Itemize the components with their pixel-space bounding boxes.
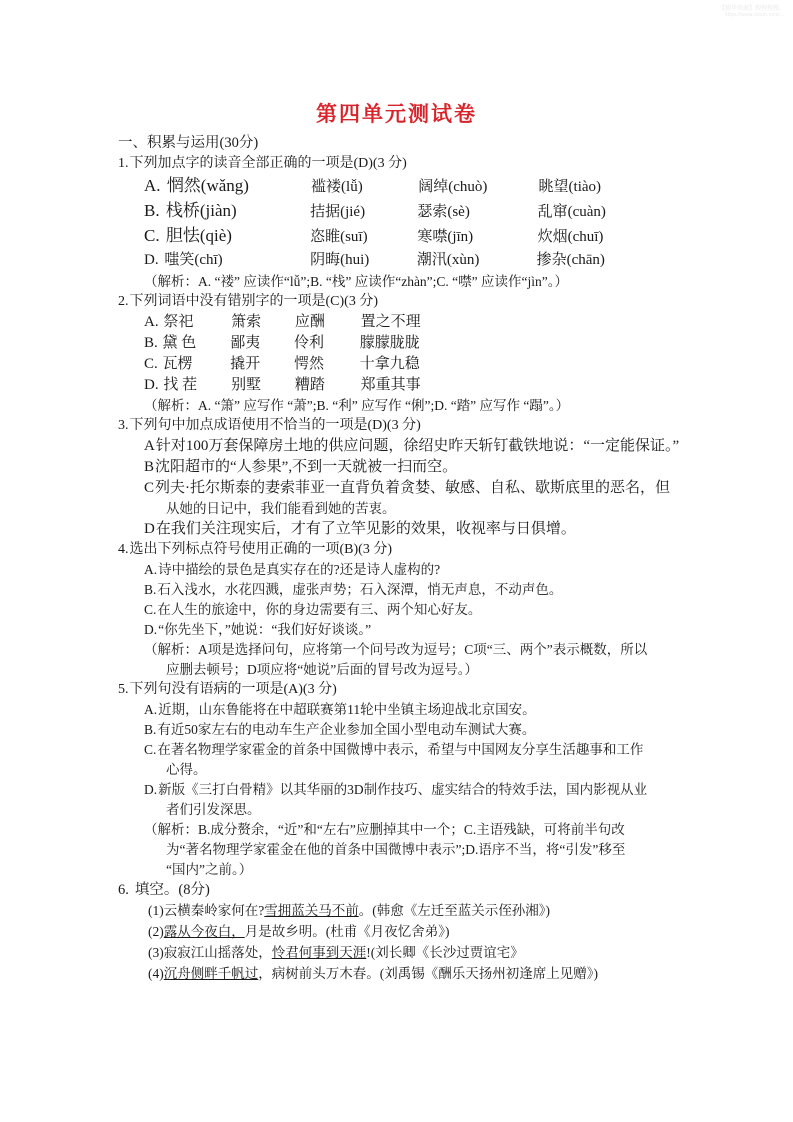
option-cell: 恣睢(suī): [310, 229, 368, 245]
question-4-number: 4.: [118, 542, 129, 557]
option-cell: 褴褛(lǚ): [311, 179, 363, 195]
option-text: 沈阳超市的“人参果”,不到一天就被一扫而空。: [155, 459, 458, 475]
option-cell: 糟踏: [294, 377, 325, 393]
page-title: 第四单元测试卷: [316, 102, 477, 126]
option-cell: 伶利: [294, 335, 325, 351]
question-2-explanation: （解析：A. “箫” 应写作 “萧”;B. “利” 应写作 “俐”;D. “踏” 应写作 “蹋”。）: [144, 398, 570, 413]
question-4-option-c[interactable]: [118, 600, 718, 620]
blank-suffix: ，病树前头万木春。(刘禹锡《酬乐天扬州初逢席上见赠》): [258, 966, 598, 981]
blank-prefix: (3)寂寂江山摇落处，: [148, 945, 272, 960]
question-1-stem: [118, 154, 718, 174]
option-label: A: [144, 438, 155, 454]
question-2-option-a[interactable]: [118, 312, 718, 333]
question-6-text: 填空。(8分): [134, 882, 210, 898]
question-4-explanation: （解析：A项是选择问句，应将第一个问号改为逗号；C项“三、两个”表示概数，所以: [144, 642, 648, 657]
option-cell: 找 茬: [163, 377, 198, 393]
option-label: C.: [144, 226, 160, 245]
question-6-number: 6.: [118, 882, 129, 898]
question-4-option-b[interactable]: [118, 580, 718, 600]
watermark: [719, 6, 785, 19]
question-5-explanation: （解析：B.成分赘余，“近”和“左右”应删掉其中一个；C.主语残缺，可将前半句改: [144, 822, 625, 837]
question-5-stem: [118, 680, 718, 700]
question-5-option-c[interactable]: [118, 740, 718, 760]
question-1-option-d[interactable]: [118, 249, 718, 272]
question-4-text: 选出下列标点符号使用正确的一项(B)(3 分): [129, 542, 392, 557]
question-3-option-c[interactable]: [118, 478, 718, 499]
option-label: A.: [144, 314, 159, 330]
option-text: 近期，山东鲁能将在中超联赛第11轮中坐镇主场迎战北京国安。: [158, 702, 536, 717]
question-3-stem: [118, 416, 718, 436]
question-4-option-a[interactable]: [118, 560, 718, 580]
question-1-number: 1.: [118, 156, 129, 171]
question-3-text: 下列句中加点成语使用不恰当的一项是(D)(3 分): [129, 418, 421, 433]
option-label: D: [144, 521, 155, 537]
question-3-number: 3.: [118, 418, 129, 433]
option-cell: 潮汛(xùn): [416, 252, 480, 268]
option-text: 诗中描绘的景色是真实存在的?还是诗人虚构的?: [158, 562, 441, 577]
option-cell: 别墅: [231, 377, 262, 393]
document-body: [118, 133, 718, 984]
option-cell: 寒噤(jīn): [417, 229, 474, 245]
option-text: 列夫·托尔斯泰的妻索菲亚一直背负着贪婪、敏感、自私、歇斯底里的恶名，但: [155, 480, 671, 496]
question-5-option-d-continued: 者们引发深思。: [166, 802, 261, 817]
option-cell: 箫索: [231, 314, 262, 330]
question-5-option-c-continued: 心得。: [166, 762, 207, 777]
option-text: 有近50家左右的电动车生产企业参加全国小型电动车测试大赛。: [157, 722, 536, 737]
blank-answer: 露从今夜白，: [163, 924, 245, 939]
option-label: A.: [144, 702, 158, 717]
blank-answer: 雪拥蓝关马不前: [264, 903, 359, 918]
option-label: B: [144, 459, 155, 475]
question-2-number: 2.: [118, 294, 129, 309]
option-label: C.: [144, 356, 158, 372]
question-4-stem: [118, 540, 718, 560]
question-2-option-b[interactable]: [118, 333, 718, 354]
question-2-stem: [118, 292, 718, 312]
watermark-line-2: https://www.docin.com/...: [724, 11, 785, 18]
option-text: 石入浅水，水花四溅，虚张声势；石入深潭，悄无声息，不动声色。: [157, 582, 563, 597]
option-text: 在著名物理学家霍金的首条中国微博中表示，希望与中国网友分享生活趣事和工作: [157, 742, 644, 757]
option-cell: 嗤笑(chī): [164, 252, 223, 268]
blank-prefix: (2): [148, 924, 164, 939]
option-cell: 乱窜(cuàn): [537, 204, 606, 220]
question-5-option-b[interactable]: [118, 720, 718, 740]
option-text: 在我们关注现实后，才有了立竿见影的效果，收视率与日俱增。: [155, 521, 576, 537]
option-cell: 眺望(tiào): [538, 179, 602, 195]
option-label: B.: [144, 582, 157, 597]
blank-suffix: 月是故乡明。(杜甫《月夜忆舍弟》): [244, 924, 450, 939]
option-text: “你先坐下，”她说：“我们好好谈谈。”: [158, 622, 372, 637]
option-cell: 撬开: [230, 356, 261, 372]
question-2-option-d[interactable]: [118, 375, 718, 396]
option-cell: 郑重其事: [360, 377, 421, 393]
question-6-blank-1[interactable]: [118, 900, 718, 921]
question-5-number: 5.: [118, 682, 129, 697]
question-6-stem: [118, 880, 718, 900]
option-cell: 掺杂(chān): [536, 252, 605, 268]
option-cell: 炊烟(chuī): [537, 229, 604, 245]
option-cell: 黛 色: [162, 335, 197, 351]
question-4-option-d[interactable]: [118, 620, 718, 640]
question-6-blank-2[interactable]: [118, 921, 718, 942]
option-text: 在人生的旅途中，你的身边需要有三、两个知心好友。: [157, 602, 482, 617]
option-label: B.: [144, 201, 160, 220]
option-cell: 朦朦胧胧: [359, 335, 420, 351]
question-3-option-b[interactable]: [118, 457, 718, 478]
option-cell: 拮据(jié): [310, 204, 366, 220]
blank-prefix: (4): [148, 966, 164, 981]
option-cell: 祭祀: [163, 314, 194, 330]
option-cell: 瑟索(sè): [417, 204, 470, 220]
blank-suffix: !(刘长卿《长沙过贾谊宅》: [366, 945, 524, 960]
blank-answer: 沉舟侧畔千帆过: [163, 966, 259, 981]
option-label: D.: [144, 782, 158, 797]
question-6-blank-3[interactable]: [118, 942, 718, 963]
question-5-text: 下列句没有语病的一项是(A)(3 分): [129, 682, 337, 697]
blank-prefix: (1)云横秦岭家何在?: [148, 903, 265, 918]
option-label: A.: [144, 562, 158, 577]
watermark-line-1: 【精华资源】搜搜搜搜。: [718, 6, 785, 12]
option-cell: 愕然: [294, 356, 325, 372]
question-3-option-a[interactable]: [118, 436, 718, 457]
option-label: D.: [144, 252, 159, 268]
section-heading: 一、积累与运用(30分): [118, 135, 259, 151]
blank-suffix: 。(韩愈《左迁至蓝关示侄孙湘》): [358, 903, 550, 918]
option-label: C.: [144, 602, 157, 617]
option-label: C: [144, 480, 155, 496]
option-cell: 十拿九稳: [359, 356, 420, 372]
option-label: B.: [144, 722, 157, 737]
question-5-option-d[interactable]: [118, 780, 718, 800]
blank-answer: 怜君何事到天涯: [271, 945, 367, 960]
option-cell: 应酬: [294, 314, 325, 330]
question-1-text: 下列加点字的读音全部正确的一项是(D)(3 分): [129, 156, 407, 171]
question-1-explanation: （解析：A. “褛” 应读作“lǚ”;B. “栈” 应读作“zhàn”;C. “噤” 应读作“jìn”。）: [144, 274, 569, 289]
question-1-option-a[interactable]: [118, 174, 718, 199]
option-text: 新版《三打白骨精》以其华丽的3D制作技巧、虚实结合的特效手法，国内影视从业: [158, 782, 648, 797]
option-cell: 栈桥(jiàn): [165, 201, 237, 220]
question-5-explanation-continued: 为“著名物理学家霍金在他的首条中国微博中表示”;D.语序不当，将“引发”移至: [166, 842, 626, 857]
option-cell: 惘然(wǎng): [166, 176, 249, 195]
question-5-explanation-continued-2: “国内”之前。）: [166, 862, 253, 877]
question-3-option-c-continued: 从她的日记中，我们能看到她的苦衷。: [166, 501, 396, 516]
question-5-option-a[interactable]: [118, 700, 718, 720]
question-2-text: 下列词语中没有错别字的一项是(C)(3 分): [129, 294, 378, 309]
question-1-option-b[interactable]: [118, 199, 718, 224]
question-2-option-c[interactable]: [118, 354, 718, 375]
option-label: D.: [144, 622, 158, 637]
option-cell: 阴晦(hui): [310, 252, 370, 268]
question-3-option-d[interactable]: [118, 519, 718, 540]
question-1-option-c[interactable]: [118, 224, 718, 249]
option-cell: 瓦楞: [162, 356, 193, 372]
option-cell: 鄙夷: [230, 335, 261, 351]
option-label: D.: [144, 377, 159, 393]
question-6-blank-4[interactable]: [118, 963, 718, 984]
option-label: A.: [144, 176, 161, 195]
option-cell: 阔绰(chuò): [418, 179, 488, 195]
option-cell: 胆怯(qiè): [165, 226, 232, 245]
option-label: B.: [144, 335, 158, 351]
question-4-explanation-continued: 应删去顿号；D项应将“她说”后面的冒号改为逗号。）: [166, 662, 478, 677]
option-label: C.: [144, 742, 157, 757]
option-cell: 置之不理: [360, 314, 421, 330]
option-text: 针对100万套保障房土地的供应问题，徐绍史昨天斩钉截铁地说：“一定能保证。”: [155, 438, 680, 454]
